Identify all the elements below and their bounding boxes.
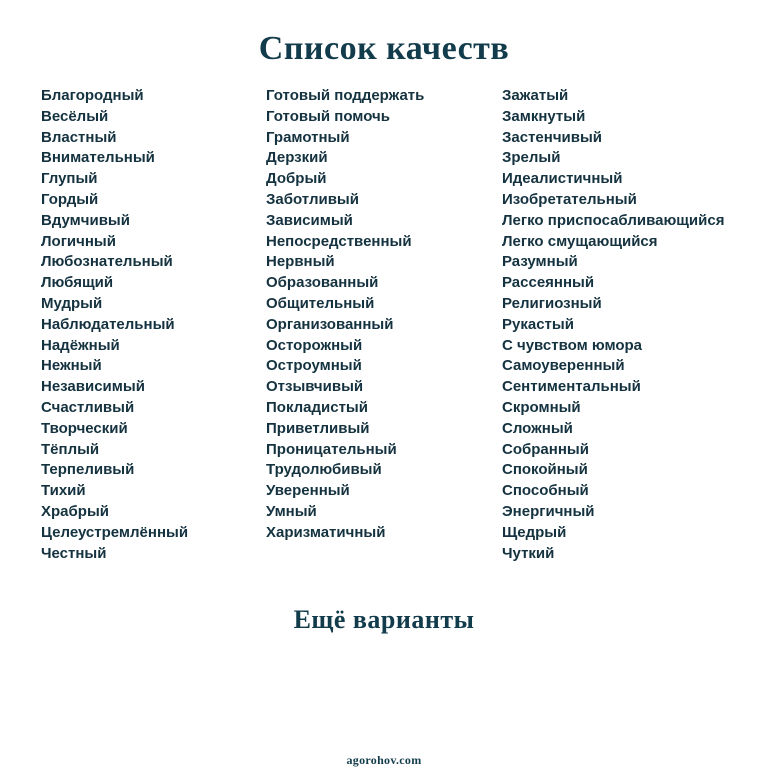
quality-item: Легко смущающийся <box>502 232 658 250</box>
quality-item: Рукастый <box>502 315 574 333</box>
quality-item: Легко приспосабливающийся <box>502 211 725 229</box>
quality-item: Общительный <box>266 294 375 312</box>
quality-item: Любознательный <box>41 253 173 271</box>
quality-item: Харизматичный <box>266 523 386 541</box>
quality-item: Надёжный <box>41 336 120 354</box>
quality-item: Образованный <box>266 274 379 292</box>
quality-item: Логичный <box>41 232 116 250</box>
quality-item: Непосредственный <box>266 232 412 250</box>
quality-item: Творческий <box>41 419 128 437</box>
qualities-column-3 <box>502 86 724 564</box>
quality-item: Проницательный <box>266 440 397 458</box>
site-credit: agorohov.com <box>346 753 422 767</box>
quality-item: Зрелый <box>502 149 561 167</box>
quality-item: Религиозный <box>502 294 602 312</box>
quality-item: Отзывчивый <box>266 378 364 396</box>
quality-item: Способный <box>502 482 589 500</box>
quality-item: С чувством юмора <box>502 336 643 354</box>
quality-item: Целеустремлённый <box>41 523 189 541</box>
quality-item: Храбрый <box>41 502 109 520</box>
quality-item: Дерзкий <box>266 149 328 167</box>
quality-item: Заботливый <box>266 190 359 208</box>
quality-item: Щедрый <box>502 523 567 541</box>
quality-item: Идеалистичный <box>502 170 623 188</box>
quality-item: Весёлый <box>41 107 109 125</box>
quality-item: Гордый <box>41 190 99 208</box>
quality-item: Нежный <box>41 357 102 375</box>
quality-item: Замкнутый <box>502 107 586 125</box>
quality-item: Независимый <box>41 378 145 396</box>
quality-item: Застенчивый <box>502 128 603 146</box>
qualities-column-1 <box>41 86 188 564</box>
quality-item: Вдумчивый <box>41 211 130 229</box>
quality-item: Нервный <box>266 253 335 271</box>
quality-item: Добрый <box>266 170 327 188</box>
quality-item: Уверенный <box>266 482 350 500</box>
quality-item: Зависимый <box>266 211 353 229</box>
quality-item: Готовый помочь <box>266 107 390 125</box>
quality-item: Сложный <box>502 419 573 437</box>
quality-item: Изобретательный <box>502 190 637 208</box>
more-options-heading: Ещё варианты <box>293 604 475 634</box>
quality-item: Покладистый <box>266 398 368 416</box>
quality-item: Готовый поддержать <box>266 87 425 104</box>
quality-item: Грамотный <box>266 128 350 146</box>
quality-item: Счастливый <box>41 398 135 416</box>
quality-item: Зажатый <box>502 87 569 104</box>
quality-item: Властный <box>41 128 117 146</box>
qualities-column-2 <box>266 86 424 544</box>
quality-item: Тёплый <box>41 440 100 458</box>
quality-item: Трудолюбивый <box>266 461 382 479</box>
quality-item: Умный <box>266 502 317 520</box>
quality-item: Организованный <box>266 315 394 333</box>
quality-item: Тихий <box>41 482 86 500</box>
quality-item: Скромный <box>502 398 581 416</box>
quality-item: Глупый <box>41 170 98 188</box>
quality-item: Разумный <box>502 253 578 271</box>
quality-item: Собранный <box>502 440 589 458</box>
quality-item: Энергичный <box>502 502 595 520</box>
quality-item: Спокойный <box>502 461 588 479</box>
quality-item: Осторожный <box>266 336 363 354</box>
quality-item: Мудрый <box>41 294 103 312</box>
quality-item: Самоуверенный <box>502 357 625 375</box>
page-title: Список качеств <box>258 29 510 67</box>
quality-item: Благородный <box>41 87 144 104</box>
quality-item: Любящий <box>41 274 114 292</box>
quality-item: Терпеливый <box>41 461 135 479</box>
quality-item: Приветливый <box>266 419 370 437</box>
quality-item: Остроумный <box>266 357 362 375</box>
quality-item: Внимательный <box>41 149 155 167</box>
quality-item: Честный <box>41 544 107 562</box>
quality-item: Сентиментальный <box>502 378 641 396</box>
quality-item: Чуткий <box>502 544 555 562</box>
quality-item: Рассеянный <box>502 274 595 292</box>
quality-item: Наблюдательный <box>41 315 175 333</box>
